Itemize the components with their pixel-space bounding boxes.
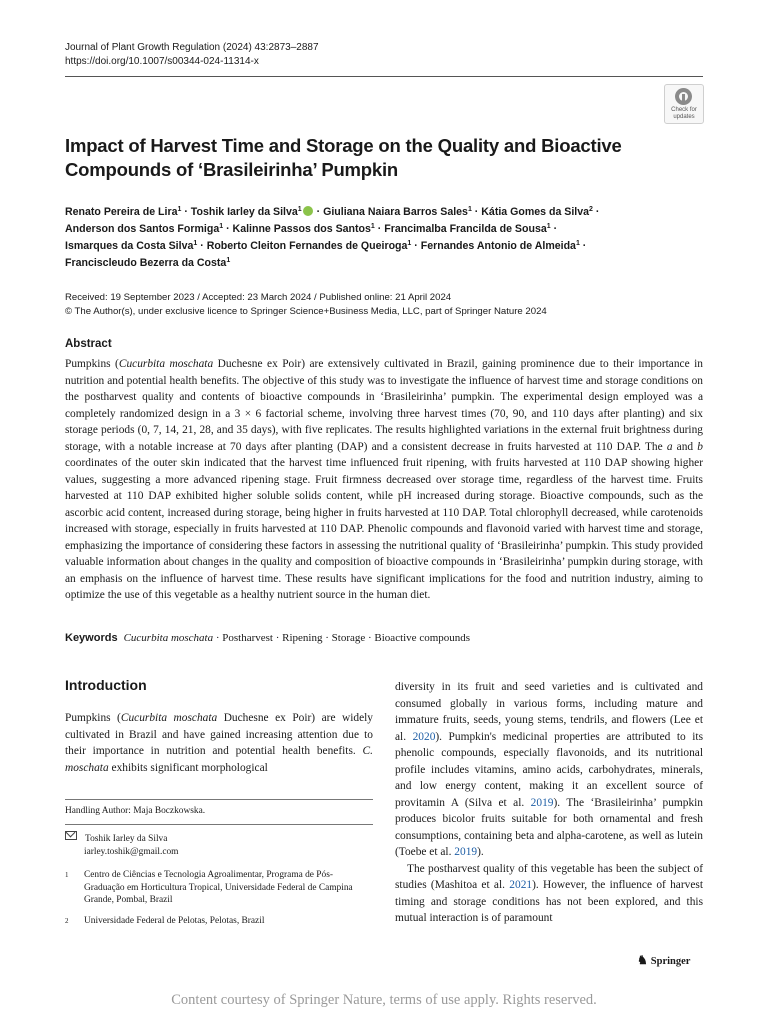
introduction-right-column: diversity in its fruit and seed varieties and is cultivated and consumed globally in various forms, including mature and immature fruits, seeds, young stems, tendrils, and flowers (Lee et al. 2020). Pumpkin's medicinal properties are attributed to its phenolic compounds, especially flavonoids, and its nutritional profile includes vitamins, amino acids, carbohydrates, minerals, and low energy content, making it an excellent source of provitamin A (Silva et al. 2019). The ‘Brasileirinha’ pumpkin produces bicolor fruits suitable for both ornamental and fresh consumptions, containing beta and alpha-carotene, as well as lutein (Toebe et al. 2019). The postharvest quality of this vegetable has been the subject of studies (Mashitoa et al. 2021). However, the influence of harvest timing and storage conditions has not been explored, and this mutual interaction is of paramount	[395, 681, 704, 924]
author[interactable]: Giuliana Naiara Barros Sales	[323, 206, 468, 218]
author[interactable]: Renato Pereira de Lira	[65, 206, 178, 218]
springer-horse-icon: ♞	[637, 953, 648, 967]
citation-link[interactable]: 2019	[454, 846, 478, 858]
usage-footer: Content courtesy of Springer Nature, terms of use apply. Rights reserved.	[171, 992, 597, 1008]
footnote-divider	[65, 824, 373, 825]
check-for-updates-badge[interactable]	[664, 84, 704, 124]
abstract-heading: Abstract	[65, 338, 112, 350]
envelope-icon	[65, 831, 77, 840]
author[interactable]: Kátia Gomes da Silva	[481, 206, 590, 218]
citation-link[interactable]: 2021	[509, 879, 533, 891]
citation-link[interactable]: 2019	[530, 796, 554, 809]
orcid-icon[interactable]	[303, 206, 313, 216]
author[interactable]: Toshik Iarley da Silva	[190, 206, 298, 218]
citation-link[interactable]: 2020	[412, 730, 436, 743]
abstract-body: Pumpkins (Cucurbita moschata Duchesne ex Poir) are extensively cultivated in Brazil, gaining prominence due to their importance in nutrition and potential health benefits. The objective of this study was to investigate the influence of harvest time and storage conditions on the postharvest quality and contents of bioactive compounds in ‘Brasileirinha’ pumpkin. The experimental design employed was a completely randomized design in a 3 × 6 factorial scheme, involving three harvest times (70, 90, and 110 days after planting) and six storage periods (0, 7, 14, 21, 28, and 35 days), with five replicates. The results highlighted variations in the external fruit brightness during storage, with a notable increase at 70 days after planting (DAP) and a consistent decrease in fruits harvested at 110 DAP. The a and b coordinates of the outer skin indicated that the harvest time influenced fruit ripening, with fruits harvested at 110 DAP showing higher values, suggesting a more advanced ripening stage. Fruit firmness decreased over storage time, regardless of the harvest time. Fruits harvested at 110 DAP exhibited higher soluble solids content, while pH increased during storage. Bioactive compounds, such as the ascorbic acid content, increased during storage, being higher in fruits harvested at 110 DAP. Total chlorophyll decreased, while carotenoids increased with storage, especially in fruits harvested at 110 DAP. Phenolic compounds and flavonoid varied with harvest time and storage, emphasizing the importance of considering these factors in assessing the nutritional quality of ‘Brasileirinha’ pumpkin. This study provided valuable information about changes in the quality and composition of bioactive compounds in ‘Brasileirinha’ pumpkin during storage, with an emphasis on the influence of harvest time. These results have significant implications for the food and nutrition industry, aiming to optimize the use of this vegetable as a healthy nutrient source in the human diet.	[65, 358, 703, 601]
journal-citation: Journal of Plant Growth Regulation (2024) 43:2873–2887	[65, 42, 319, 53]
article-title: Impact of Harvest Time and Storage on the Quality and Bioactive Compounds of ‘Brasileirinha’ Pumpkin	[65, 135, 622, 180]
author[interactable]: Ismarques da Costa Silva	[65, 240, 194, 252]
journal-header	[65, 41, 319, 69]
footnote-divider	[65, 799, 373, 800]
history-dates: Received: 19 September 2023 / Accepted: 23 March 2024 / Published online: 21 April 2024	[65, 292, 452, 303]
author[interactable]: Fernandes Antonio de Almeida	[420, 240, 576, 252]
author[interactable]: Anderson dos Santos Formiga	[65, 223, 220, 235]
keywords-label: Keywords	[65, 632, 118, 644]
author[interactable]: Franciscleudo Bezerra da Costa	[65, 257, 227, 269]
author-list: Renato Pereira de Lira$^1$ · Toshik Iarley da Silva$^1$ · Giuliana Naiara Barros Sales$^1$ · Kátia Gomes da Silva$^2$ · Anderson dos Santos Formiga$^1$ · Kalinne Passos dos Santos$^1$ · Francimalba Francilda de Sousa$^1$ · Ismarques da Costa Silva$^1$ · Roberto Cleiton Fernandes de Queiroga$^1$ · Fernandes Antonio de Almeida$^1$ · Franciscleudo Bezerra da Costa$^1$	[65, 206, 600, 269]
introduction-heading: Introduction	[65, 677, 147, 693]
affiliation-2: 2 Universidade Federal de Pelotas, Pelotas, Brazil	[65, 916, 265, 926]
corresponding-author: Toshik Iarley da Silva iarley.toshik@gmail.com	[65, 831, 373, 858]
check-for-updates-text: Check for updates	[671, 107, 697, 120]
author-email[interactable]: iarley.toshik@gmail.com	[84, 846, 179, 857]
introduction-left-column: Pumpkins (Cucurbita moschata Duchesne ex Poir) are widely cultivated in Brazil and have gained increasing attention due to their importance in nutrition and potential health benefits. C. moschata exhibits significant morphological	[65, 712, 373, 774]
publisher-logo: ♞ Springer	[637, 953, 691, 967]
article-dates	[65, 291, 547, 319]
author[interactable]: Francimalba Francilda de Sousa	[384, 223, 547, 235]
doi-link[interactable]: https://doi.org/10.1007/s00344-024-11314-x	[65, 56, 259, 67]
author[interactable]: Roberto Cleiton Fernandes de Queiroga	[206, 240, 408, 252]
header-divider	[65, 76, 703, 77]
keywords: Keywords Cucurbita moschata · Postharvest · Ripening · Storage · Bioactive compounds	[65, 632, 471, 644]
copyright-line: © The Author(s), under exclusive licence to Springer Science+Business Media, LLC, part of Springer Nature 2024	[65, 306, 547, 317]
author[interactable]: Kalinne Passos dos Santos	[232, 223, 371, 235]
check-for-updates-icon	[675, 88, 692, 105]
affiliation-1: 1 Centro de Ciências e Tecnologia Agroalimentar, Programa de Pós-Graduação em Horticultura Tropical, Universidade Federal de Campina Grande, Pombal, Brazil	[65, 870, 353, 905]
handling-author: Handling Author: Maja Boczkowska.	[65, 806, 206, 816]
